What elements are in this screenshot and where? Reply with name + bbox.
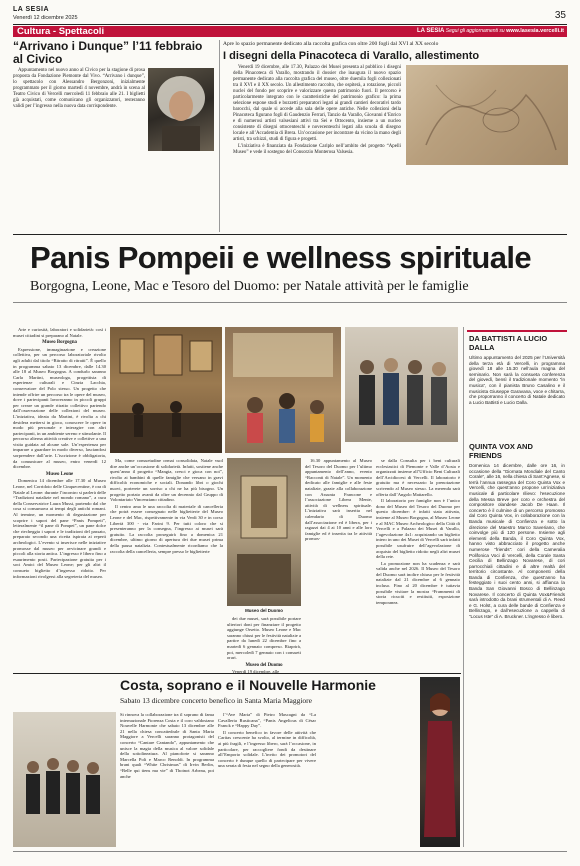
top-left-body <box>13 68 145 172</box>
top-left-paragraph: Appuntamento nel nuovo anno al Civico per la stagione di prosa proposta da Fondazione Piemonte dal Vivo. “Arrivano i dunque”, lo spettacolo con Alessandro Bergonzoni, inizialmente programmato per il giorno martedì 4 novembre, andrà in scena al Teatro Civico di Vercelli mercoledì 11 febbraio alle 21. I biglietti già acquistati, come comunicano gli organizzatori, resteranno validi per l’ingresso nella nuova data corrispondente. <box>13 68 145 109</box>
choir-photo <box>13 712 116 847</box>
main-paragraph: 16.30 appuntamento al Museo del Tesoro del Duomo per l’ultimo appuntamento dell’anno, evento “Racconti di Natale”. Un momento dedicato alle famiglie e alle feste natalizie, grazie alla collaborazione con Assunta Francone e l’associazione Libera Mente, attività di wellness spirituale. L’iniziativa sarà inserita nel calendario di Duomo dall’associazione ed è libera, per i ragazzi dai 4 ai 10 anni e alle loro famiglie ed è inserita tra le attività promos- <box>305 458 372 542</box>
main-paragraph: Espressione, immaginazione e creazione collettiva, per un percorso laboratoriale rivolto agli adulti dal titolo “Ritratto di ritratti”. È quello in programma sabato 13 dicembre, dalle 14.30 alle 18 al Museo Borgogna. A condurlo saranno Carla Martini, museologa, progettista di esperienze culturali e Cinzia Lacchia, conservatore del Polo stesso. Un progetto che intende offrire un percorso tra le opere del museo, dove i partecipanti lavoreranno in piccoli gruppi per creare un grande ritratto collettivo partendo dall’osservazione delle collezioni del museo. L’iniziativa, ideata da Martini, è rivolta a chi desidera mettersi in gioco, conoscere le opere in modo più personale e interagire con altri partecipanti, in un ambiente sereno e stimolante. Il percorso alterna attività creative e collettive a una visita guidata ad alcune sale. Un’esperienza per imparare a guardare in modo diverso, lasciandosi sorprendere dall’arte. L’iscrizione è obbligatoria, da comunicare al museo, entro venerdì 12 dicembre. <box>13 346 106 470</box>
subhead-leone: Museo Leone <box>45 471 74 477</box>
main-col-4 <box>305 458 372 669</box>
bottom-paragraph: l’“Ave Maria” di Pietro Mascagni da “La Cavalleria Rusticana”, “Panis Angelicus di César Franck e “Happy Day”. <box>218 712 316 729</box>
main-col-1 <box>13 327 106 669</box>
promo-bar[interactable] <box>417 26 564 37</box>
sidebar-title-2: QUINTA VOX AND FRIENDS <box>469 442 533 460</box>
sidebar-title-1: DA BATTISTI A LUCIO DALLA <box>469 334 548 352</box>
main-lead: Arte e curiosità, laboratori e solidarietà: così i musei cittadini si preparano al Natale. <box>13 327 106 338</box>
top-divider <box>219 40 220 232</box>
main-paragraph: se dalla Consulta per i beni culturali ecclesiastici di Piemonte e Valle d’Aosta e organizzati insieme all’Ufficio Beni Culturali dell’Arcidiocesi di Vercelli. Il laboratorio è gratuito ma è necessario la prenotazione scrivendo al Museo stesso. La merenda sarà offerta dall’Angolo Mattarello. <box>376 458 460 497</box>
bottom-rule <box>13 851 567 852</box>
subhead-borgogna: Museo Borgogna <box>42 340 77 346</box>
main-paragraph: Il centro ama le una raccolta di materiale di cancelleria che potrà essere consegnato nelle biglietterie del Museo Leone e del Mac, rispettivamente in via Verdi 30 e in corso Libertà 300 - via Farini 9. Per tutti coloro che si presenteranno per la consegna, l’ingresso ai musei sarà gratuito. La raccolta proseguirà fino a domenica 21 dicembre, ultimo giorno di apertura dei due musei prima della pausa natalizia. Contestualmente ricordiamo che la raccolta della cancelleria, sempre presso le biglietterie <box>110 503 223 554</box>
main-col-2 <box>110 458 223 669</box>
main-col-5 <box>376 458 460 669</box>
subtitle-rule <box>13 302 567 303</box>
top-left-title: “Arrivano i Dunque” l’11 febbraio al Civico <box>13 39 203 66</box>
page-number: 35 <box>554 10 566 21</box>
main-paragraph: Il laboratorio per famiglie non è l’unico dono del Museo del Tesoro del Duomo per questo dicembre: è infatti stata attivata, insieme al Museo Borgogna, al Museo Leone e al MAC Museo Archeologico della Città di Vercelli e a Palazzo dei Musei di Varallo, l’agevolazione 4x1: acquistando un biglietto intero in uno dei Musei di Vercelli sarà infatti possibile usufruire dell’agevolazione di acquisto del biglietto ridotto negli altri musei della rete. <box>376 498 460 560</box>
bergonzoni-photo <box>148 68 214 151</box>
museum-photo-group <box>345 327 458 442</box>
sidebar-body-1: Ultimo appuntamento del 2025 per l’Università della terza età di Vercelli, in programma giovedì 18 alle 15.30 nell’aula magna del seminario. Non sarà la consueta conferenza del giovedì, bensì il tradizionale momento “in musica”, con il pianista Bruno Casalino e il musicista Giuseppe Garavana, voce e chitarra, che proporranno il concerto di Natale dedicato a Lucio Battisti e Lucio Dalla. <box>469 355 565 405</box>
promo-brand: LA SESIA <box>416 28 445 34</box>
subhead-duomo: Museo del Duomo <box>245 662 283 668</box>
main-paragraph: Domenica 14 dicembre alle 17.30 al Museo Leone, nel Corridoio delle Cinquecentine, è ora di Natale al Leone: durante l’incontro si parlerà delle “Tradizioni natalizie nel mondo romano”, a cura della Conservatrice Laura Mussi, partendo dal che cosa si consumava ai tempi degli antichi romani. Al termine, un momento di degustazione per scoprire i sapori del pane “Panis Pompeii”, letteralmente “il pane di Pompei”, un pane dolce che riecheggia i sapori e le tradizioni del passato, preparato secondo una ricetta ispirata ai reperti archeologici. L’evento si inserisce nelle iniziative promosse dal museo per avvicinare grandi e piccoli alla storia antica. L’ingresso è libero fino a esaurimento posti. Partecipazione gratuita per i soci Amici del Museo Leone; per gli altri il consueto biglietto d’ingresso ridotto. Per informazioni rivolgersi alla segreteria del museo. <box>13 478 106 579</box>
museum-photo-children <box>225 327 341 453</box>
header-rule <box>13 24 567 25</box>
museo-duomo-caption: Museo del Duomo <box>245 608 283 613</box>
main-paragraph: La promozione non ha scadenza e sarà valida anche nel 2026. Il Museo del Tesoro del Duomo sarà inoltre chiuso per le festività natalizie dal 21 dicembre al 6 gennaio incluso. Fino al 20 dicembre è tuttavia possibile visitare la mostra “Frammenti di storia ricuciti e restituiti, esposizione temporanea. <box>376 560 460 605</box>
bottom-subtitle: Sabato 13 dicembre concerto benefico in Santa Maria Maggiore <box>120 696 313 705</box>
masthead: LA SESIA <box>13 6 50 13</box>
section-title: Cultura - Spettacoli <box>17 26 105 37</box>
promo-url[interactable]: www.lasesia.vercelli.it <box>506 28 564 34</box>
bottom-col-2 <box>218 712 316 847</box>
bottom-title: Costa, soprano e il Nouvelle Harmonie <box>120 677 376 693</box>
main-subtitle: Borgogna, Leone, Mac e Tesoro del Duomo: per Natale attività per le famiglie <box>30 279 469 294</box>
sidebar-divider <box>463 327 464 847</box>
museo-duomo-photo <box>227 458 301 606</box>
museum-photo-interior <box>110 327 222 453</box>
main-title: Panis Pompeii e wellness spirituale <box>30 240 532 275</box>
issue-date: Venerdì 12 dicembre 2025 <box>13 15 78 21</box>
sidebar-body-2: Domenica 14 dicembre, dalle ore 16, in occasione della “Giornata Mondiale del Canto Corale”, alle 16, nella chiesa di Sant’Agnese, si terrà l’annua rassegna del Coro Quinta Vox e Vercelli, che quest’anno propone un’iniziativa musicale di particolare rilievo: l’esecuzione della Messa Breve per coro e orchestra del compositore olandese Jacob De Haan. Il concerto è il culmine di un percorso promosso dal Coro Quinta Vox, in collaborazione con la Banda musicale di Confienza e sotto la direzione del Maestro Marco Saveriano, che coinvolge più di 120 persone. Insieme agli elementi della Banda, il Coro Quinta Vox, hanno visto abbracciato il progetto anche numerose “friends”: cori della Cameralia Polifonica Voci di Vercelli, della Corale Santa Cecilia di Bellinzago Novarese, di cori parrocchiali cittadini e di altre realtà del territorio circostante. Al componenti della Banda di Confienza, che quest’anno ha festeggiato i suoi cento anni, si affianca la Banda San Giovanni Bosco di Bellinzago Novarese. Il concerto di Quinta Vox&Friends sarà introdotto da brani strumentali di A. Reed e G. Holst, a cura delle bande di Confienza e Bellinzago, e dall’esecuzione a cappella di “Locus Iste” di A. Bruckner. L’ingresso è libero. <box>469 463 566 620</box>
drawing-photo <box>406 65 568 165</box>
main-paragraph: Venerdì 19 dicembre, alle <box>232 669 280 675</box>
top-right-paragraph: L’iniziativa è finanziata da Fondazione Cariplo nell’ambito del progetto “Apelli Museo” e vede il sostegno del Consorzio Monterosa Valsesia. <box>233 144 401 155</box>
top-right-paragraph: Venerdì 19 dicembre, alle 17.30, Palazzo dei Musei presenta al pubblico i disegni della Pinacoteca di Varallo, mostrando il dossier che inaugura il nuovo spazio permanente dedicato alla raccolta grafica del museo, oltre duemila fogli collezionati tra il XVI e il XX secolo. Un allestimento raccolto, che ospiterà, a rotazione, piccoli nuclei del fondo per scoprire e valorizzare questo patrimonio fuori. Il percorso è particolarmente integrato con le caratteristiche del patrimonio grafico: la prima selezione espone studi e bozzetti preparatori legati ai grandi cantieri decorativi tardo barocchi, dal quale si accede alla sala delle opere antiche. Nelle collezioni della Pinacoteca figurano fogli di Gaudenzio Ferrari, Tanzio da Varallo, Giovanni d’Enrico e di numerosi artisti valsesiani attivi tra Sei e Ottocento, insieme a un nucleo consistente di disegni ottocenteschi e novecenteschi legati alla scuola di disegno locale e all’Accademia di Brera. Un’occasione per incontrare da vicino la mano degli artisti, tra schizzi, studi di figura e progetti. <box>233 65 401 142</box>
top-right-kicker: Apre lo spazio permanente dedicato alla raccolta grafica con oltre 200 fogli dal XVI al XX secolo <box>223 41 439 47</box>
bottom-col-1: Si rinnova la collaborazione tra il soprano di fama internazionale Fiorenza Costa e il coro valdostano Nouvelle Harmonie che sabato 13 dicembre alle 21 nella chiesa concattedrale di Santa Maria Maggiore a Vercelli saranno protagonisti del concerto “Cantare Cantando”, appuntamento che unisce la magia della musica al valore solidale della sottolineatura. Al pianoforte si saranno Marcella Poli e Marco Renoldi. In programma brani quali “White Christmas” di Irvin Berlin, “Belle qui tiens ma vie” di Thoinot Arbeau, poi anche <box>120 712 214 779</box>
main-col-3 <box>227 616 301 675</box>
bottom-top-rule <box>13 673 461 674</box>
main-paragraph: dei due musei, sarà possibile portare ulteriori doni per finanziare il progetto aggiunge Orsetto. Museo Leone e Mac saranno chiusi per le festività natalizie a partire da lunedì 22 dicembre fino a martedì 6 gennaio compreso. Riaprirà, poi, mercoledì 7 gennaio con i consueti orari. <box>227 616 301 661</box>
main-paragraph: Ma, come consuetudine ormai consolidata, Natale vuol dire anche un’occasione di solidarietà. Infatti, sostiene anche quest’anno il progetto “Mangia, cresci e gioca con noi”, rivolto ai bambini di quelle famiglie che versano in gravi difficoltà economiche e sociali. Donando libri o giochi nuovi, porterete un sorriso a chi ne ha più bisogno. Un progetto portato avanti da oltre un decennio dal Gruppo di Volontariato Vincenziano cittadino. <box>110 458 223 503</box>
soprano-photo <box>420 677 460 847</box>
promo-text: Segui gli aggiornamenti su <box>445 28 505 34</box>
bottom-paragraph: Il concerto benefico in favore delle attività che Caritas crescente ha svolto, al termine in difficoltà, ai più fragili, e l’ingresso libero, sarà l’occasione, in particolare, per raccogliere fondi da destinare all’Emporio solidale. L’invito dei promotori del concerto è dunque quello di partecipare per vivere una serata di festa nel segno della generosità. <box>218 729 316 769</box>
top-right-title: I disegni della Pinacoteca di Varallo, allestimento <box>223 50 480 62</box>
top-right-body <box>233 65 401 227</box>
main-top-rule <box>13 234 567 235</box>
